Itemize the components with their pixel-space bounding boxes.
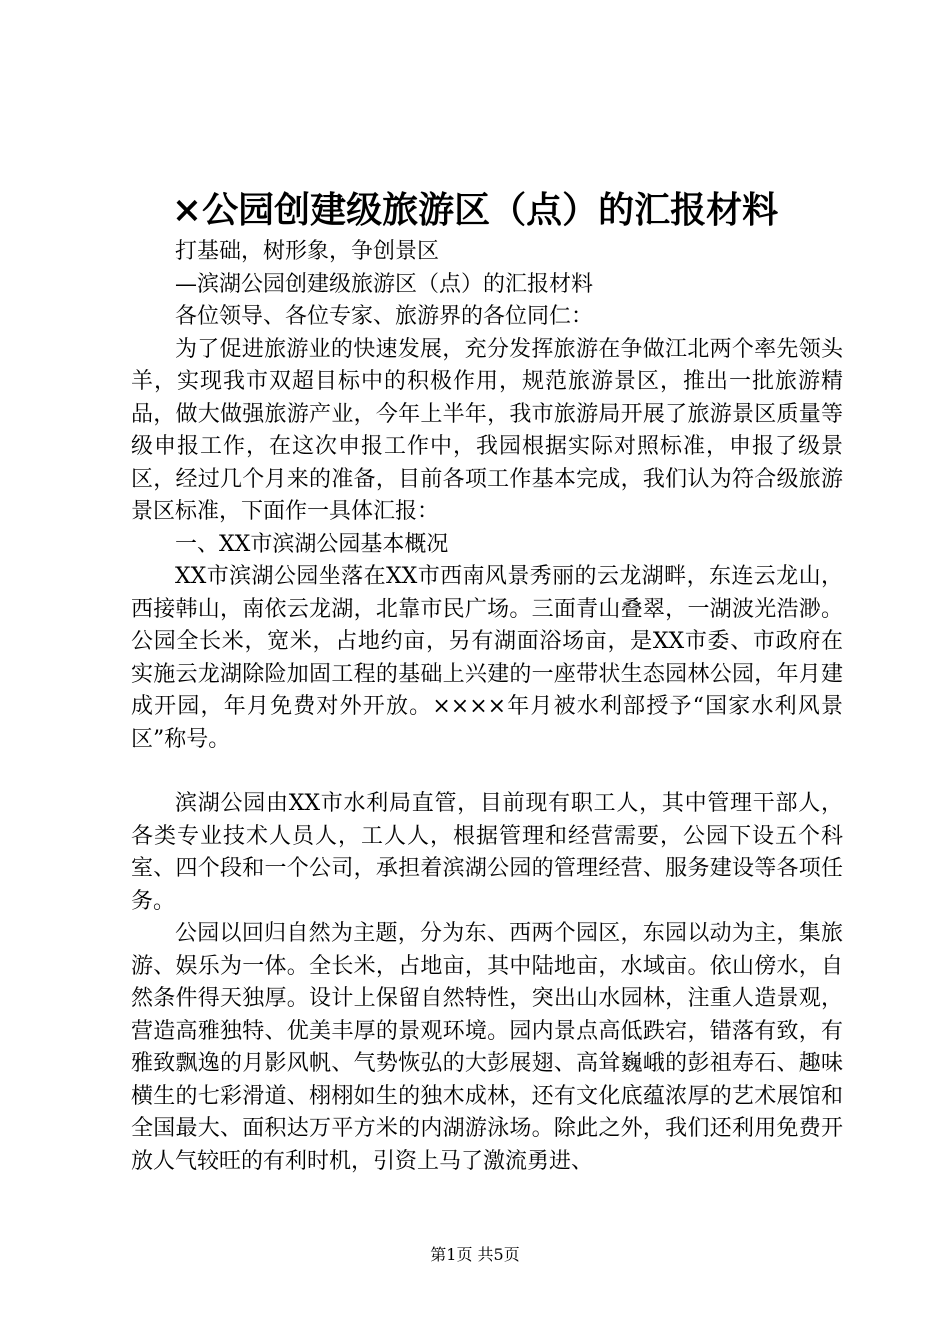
document-body <box>131 236 843 1178</box>
body-paragraph: 为了促进旅游业的快速发展，充分发挥旅游在争做江北两个率先领头羊，实现我市双超目标中的积极作用，规范旅游景区，推出一批旅游精品，做大做强旅游产业，今年上半年，我市旅游局开展了旅游景区质量等级申报工作，在这次申报工作中，我园根据实际对照标准，申报了级景区，经过几个月来的准备，目前各项工作基本完成，我们认为符合级旅游景区标准，下面作一具体汇报： <box>131 336 843 524</box>
section-heading: 一、XX市滨湖公园基本概况 <box>175 531 449 557</box>
body-paragraph: 打基础，树形象，争创景区 <box>175 239 440 264</box>
page-footer: 第1页 共5页 <box>430 1245 520 1264</box>
body-paragraph: XX市滨湖公园坐落在XX市西南风景秀丽的云龙湖畔，东连云龙山，西接韩山，南依云龙湖，北靠市民广场。三面青山叠翠，一湖波光浩渺。公园全长米，宽米，占地约亩，另有湖面浴场亩，是XX市委、市政府在实施云龙湖除险加固工程的基础上兴建的一座带状生态园林公园，年月建成开园，年月免费对外开放。××××年月被水利部授予“国家水利风景区”称号。 <box>131 564 843 752</box>
document-title: ×公园创建级旅游区（点）的汇报材料 <box>171 189 779 231</box>
body-paragraph: 公园以回归自然为主题，分为东、西两个园区，东园以动为主，集旅游、娱乐为一体。全长米，占地亩，其中陆地亩，水域亩。依山傍水，自然条件得天独厚。设计上保留自然特性，突出山水园林，注重人造景观，营造高雅独特、优美丰厚的景观环境。园内景点高低跌宕，错落有致，有雅致飘逸的月影风帆、气势恢弘的大彭展翅、高耸巍峨的彭祖寿石、趣味横生的七彩滑道、栩栩如生的独木成林，还有文化底蕴浓厚的艺术展馆和全国最大、面积达万平方米的内湖游泳场。除此之外，我们还利用免费开放人气较旺的有利时机，引资上马了激流勇进、 <box>131 921 843 1174</box>
body-paragraph: 各位领导、各位专家、旅游界的各位同仁： <box>175 304 594 329</box>
body-paragraph: —滨湖公园创建级旅游区（点）的汇报材料 <box>175 271 594 297</box>
body-paragraph: 滨湖公园由XX市水利局直管，目前现有职工人，其中管理干部人，各类专业技术人员人，工人人，根据管理和经营需要，公园下设五个科室、四个段和一个公司，承担着滨湖公园的管理经营、服务建设等各项任务。 <box>131 791 843 914</box>
